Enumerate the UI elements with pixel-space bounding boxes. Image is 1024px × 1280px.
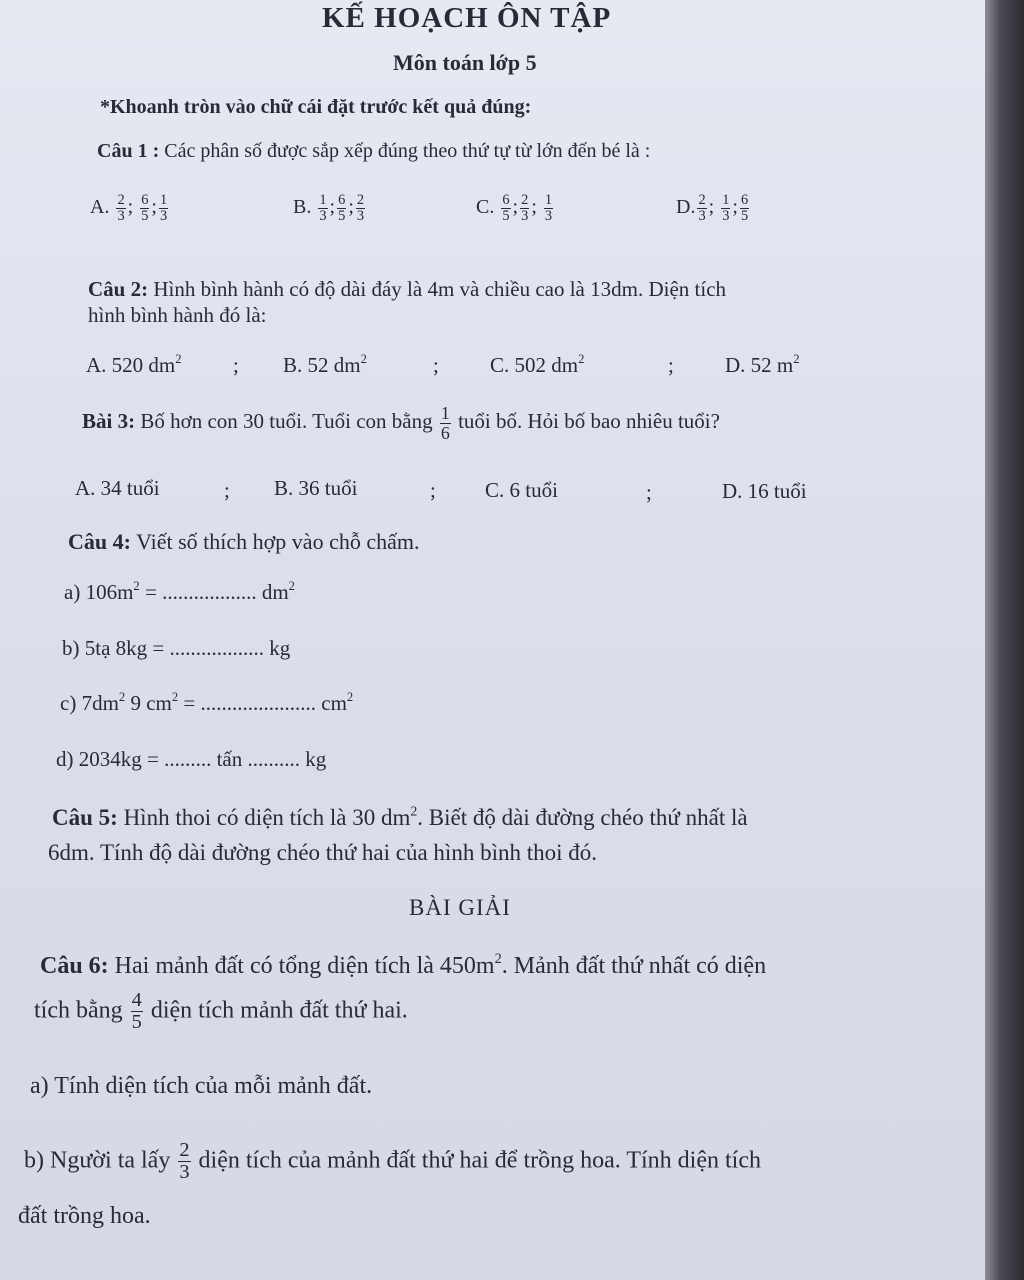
fraction: $\frac{6}{5}$ bbox=[338, 192, 346, 225]
q1-option-c: C. $\frac{6}{5}$ ; $\frac{2}{3}$ ; $\frac{1}{3}$ bbox=[476, 192, 553, 225]
question-1 bbox=[97, 140, 650, 163]
question-6-line-2: tích bằng $\frac{4}{5}$ diện tích mảnh đất thứ hai. bbox=[34, 989, 408, 1034]
q1-option-d: D. $\frac{2}{3}$ ; $\frac{1}{3}$ ; $\frac{6}{5}$ bbox=[676, 192, 749, 225]
question-3: Bài 3: Bố hơn con 30 tuổi. Tuổi con bằng $\frac{1}{6}$ tuổi bố. Hỏi bố bao nhiêu tuổi? bbox=[82, 403, 720, 443]
q1-option-a: A. $\frac{2}{3}$ ; $\frac{6}{5}$ ; $\frac{1}{3}$ bbox=[90, 192, 168, 225]
question-3-label: Bài 3: bbox=[82, 409, 136, 434]
q4-item-c: c) $7dm^2$ 9 $cm^2$ = ...................... $cm^2$ bbox=[60, 690, 354, 715]
question-4-label: Câu 4: bbox=[68, 529, 131, 554]
fraction: $\frac{1}{3}$ bbox=[159, 192, 168, 225]
fraction: $\frac{6}{5}$ bbox=[740, 192, 749, 225]
question-1-text: Các phân số được sắp xếp đúng theo thứ tự từ lớn đến bé là : bbox=[164, 140, 651, 162]
separator: ; bbox=[433, 353, 439, 377]
q3-option-d: D. 16 tuổi bbox=[722, 479, 807, 503]
q2-option-d: D. 52 $m^2$ bbox=[725, 352, 800, 377]
q3-option-b: B. 36 tuổi bbox=[274, 476, 358, 500]
q2-option-a: A. 520 $dm^2$ bbox=[86, 352, 182, 377]
fraction: $\frac{2}{3}$ bbox=[698, 192, 706, 225]
q4-item-b: b) 5tạ 8kg = .................. kg bbox=[62, 636, 291, 660]
question-6-part-a: a) Tính diện tích của mỗi mảnh đất. bbox=[30, 1073, 373, 1099]
fraction: $\frac{2}{3}$ bbox=[356, 192, 365, 225]
question-5-line-2: 6dm. Tính độ dài đường chéo thứ hai của hình bình thoi đó. bbox=[48, 840, 597, 865]
q3-option-a: A. 34 tuổi bbox=[75, 476, 160, 500]
question-2: Câu 2: Hình bình hành có độ dài đáy là 4m và chiều cao là 13dm. Diện tích bbox=[88, 277, 727, 301]
fraction: $\frac{1}{6}$ bbox=[440, 403, 450, 443]
question-5: Câu 5: Hình thoi có diện tích là 30 $dm^2$. Biết độ dài đường chéo thứ nhất là bbox=[52, 803, 748, 830]
question-6-part-b-line-2: đất trồng hoa. bbox=[18, 1203, 151, 1229]
fraction: $\frac{2}{3}$ bbox=[521, 192, 529, 225]
fraction: $\frac{2}{3}$ bbox=[179, 1139, 190, 1184]
question-6-label: Câu 6: bbox=[40, 953, 109, 979]
separator: ; bbox=[646, 480, 652, 504]
fraction: $\frac{4}{5}$ bbox=[131, 989, 142, 1034]
paper-edge-shadow bbox=[985, 0, 1024, 1280]
question-2-label: Câu 2: bbox=[88, 277, 149, 301]
q4-item-d: d) 2034kg = ......... tấn .......... kg bbox=[56, 747, 327, 771]
q4-item-a: a) $106m^2$ = .................. $dm^2$ bbox=[64, 579, 295, 604]
fraction: $\frac{6}{5}$ bbox=[141, 192, 149, 225]
fraction: $\frac{1}{3}$ bbox=[544, 192, 553, 225]
fraction: $\frac{6}{5}$ bbox=[502, 192, 510, 225]
q1-option-b: B. $\frac{1}{3}$ ; $\frac{6}{5}$ ; $\frac{2}{3}$ bbox=[293, 192, 365, 225]
page-subtitle: Môn toán lớp 5 bbox=[393, 50, 537, 75]
fraction: $\frac{2}{3}$ bbox=[117, 192, 125, 225]
question-1-label: Câu 1 : bbox=[97, 140, 160, 162]
fraction: $\frac{1}{3}$ bbox=[319, 192, 327, 225]
page-title: KẾ HOẠCH ÔN TẬP bbox=[322, 2, 612, 34]
question-4: Câu 4: Viết số thích hợp vào chỗ chấm. bbox=[68, 529, 420, 554]
separator: ; bbox=[233, 353, 239, 377]
question-2-line-2: hình bình hành đó là: bbox=[88, 303, 267, 327]
fraction: $\frac{1}{3}$ bbox=[722, 192, 730, 225]
q2-option-b: B. 52 $dm^2$ bbox=[283, 352, 367, 377]
separator: ; bbox=[430, 478, 436, 502]
question-6-part-b: b) Người ta lấy $\frac{2}{3}$ diện tích của mảnh đất thứ hai để trồng hoa. Tính diện tích bbox=[24, 1139, 761, 1184]
solution-heading: BÀI GIẢI bbox=[409, 895, 511, 920]
question-5-label: Câu 5: bbox=[52, 805, 118, 830]
q3-option-c: C. 6 tuổi bbox=[485, 478, 558, 502]
q2-option-c: C. 502 $dm^2$ bbox=[490, 352, 585, 377]
separator: ; bbox=[224, 478, 230, 502]
question-6: Câu 6: Hai mảnh đất có tổng diện tích là $450m^2$. Mảnh đất thứ nhất có diện bbox=[40, 950, 767, 979]
separator: ; bbox=[668, 353, 674, 377]
instruction: *Khoanh tròn vào chữ cái đặt trước kết quả đúng: bbox=[100, 96, 532, 118]
